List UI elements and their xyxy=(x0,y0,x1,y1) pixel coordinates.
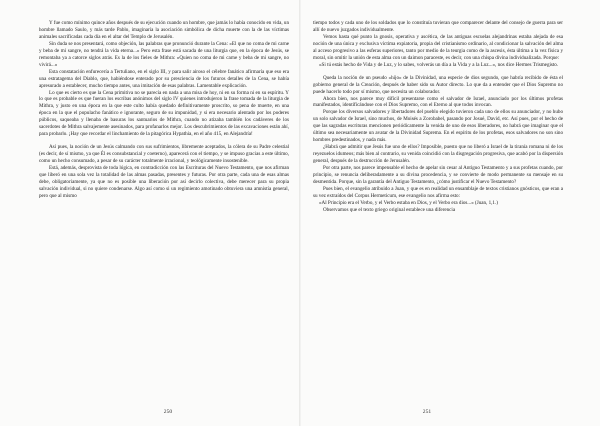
right-paragraph-1: tiempo todos y cada uno de los soldados que lo constituía tuvieran que comparecer delante del consejo de guerra para ser allí de nuevo juzgados individualmente. xyxy=(313,20,563,33)
right-page xyxy=(313,20,563,405)
left-page xyxy=(39,20,289,405)
right-paragraph-8: Pues bien, el evangelio atribuido a Juan, y que es en realidad un ensamblaje de textos cristianos gnósticos, que eran a su vez extraídos del Corpus Hermeticum, ese evangelio nos afirma esto: xyxy=(313,185,563,199)
right-quote-juan: «Al Principio era el Verbo, y el Verbo estaba en Dios, y el Verbo era dios...» (Juan, 1,1.) xyxy=(319,199,498,206)
right-paragraph-3: Queda la noción de un pseudo «hijo» de la Divinidad, una especie de dios segundo, que habría recibido de ésta el gobierno general de la Creación, después de haber sido su Autor directo. Lo que da a entender que el Dios Supremo no puede hacerlo todo por sí mismo, que necesita un colaborador. xyxy=(313,74,563,95)
left-paragraph-1: Y fue como mínimo quince años después de su ejecución cuando un hombre, que jamás lo había conocido en vida, un hombre llamado Saulo, y más tarde Pablo, imaginaría la asociación simbólica de dicha muerte con la de las víctimas animales sacrificadas cada día en el altar del Templo de Jerusalén. xyxy=(39,20,289,40)
left-paragraph-6: Está, además, desprovista de toda lógica, en contradicción con las Escrituras del Nuevo Testamento, que nos afirman que liberó en una sola vez la totalidad de las almas pasadas, presentes y futuras. Por otra parte, cada una de esas almas debe, obligatoriamente, ya que no es posible una liberación por así decirlo colectiva, debe merecer para su propia salvación individual, si no quiere condenarse. Algo así como si un regimiento amotinado obtuviera una amnistía general, pero que al mismo xyxy=(39,165,289,199)
left-paragraph-3: Esta constatación enfurecería a Tertuliano, en el siglo III, y para salir airoso el célebre fanático afirmaría que eso era una estratagema del Diablo, que, habiéndose enterado por su presciencia de los futuros detalles de la Cena, se había apresurado a establecer, mucho tiempo antes, una imitación de esas palabras. Lamentable explicación. xyxy=(39,68,289,89)
right-paragraph-2: Vemos hasta qué punto la gnosis, operativa y ascética, de las antiguas escuelas alejandrinas estaba alejada de esa noción de una única y exclusiva víctima expiatoria, propia del cristianismo ordinario, al condicionar la salvación del alma al acceso progresivo a las esferas superiores, tanto por medio de la teurgia como de la ascesis, ésta última a la vez física y moral, sin omitir la unión de esta alma con un daimon paraceste, es decir, con una chispa divina individualizada. Porque: xyxy=(313,33,563,61)
right-paragraph-5: Porque los diversos salvadores y libertadores del pueblo elegido tuvieron cada uno de ellos su anunciador, y no hubo un solo salvador de Israel, sino muchos, de Moisés a Zorobabel, pasando por Josué, David, etc. Así pues, por el hecho de que las sagradas escrituras mencionen periódicamente la venida de uno de esos liberadores, no habrá que imaginar que el último sea necesariamente un avatar de la Divinidad Suprema. En el espíritu de los profetas, esos salvadores no son sino hombres predestinados, y nada más. xyxy=(313,109,563,144)
right-paragraph-7: Por otra parte, nos parece impensable el hecho de apelar sin cesar al Antiguo Testamento y a sus profetas cuando, por principio, se renuncia deliberadamente a su divina procedencia, y se convierte de modo permanente su mensaje en su desmentida. Porque, sin la garantía del Antiguo Testamento, ¿cómo justificar el Nuevo Testamento? xyxy=(313,165,563,185)
left-paragraph-5: Así pues, la noción de un Jesús calmando con sus sufrimientos, libremente aceptados, la cólera de su Padre celestial (es decir, de sí mismo, ya que Él es consubstancial y coeterno), aparecerá con el tiempo, y se impuso gracias a este último, como un hecho consumado, a pesar de su carácter totalmente irracional, y teológicamente insostenible. xyxy=(39,144,289,165)
right-paragraph-6: ¿Habrá que admitir que Jesús fue uno de ellos? Imposible, puesto que no liberó a Israel de la tiranía romana ni de los reyezuelos idumeos; más bien al contrario, su venida coincidió con la disgregación progresiva, que acabó por la dispersión general, después de la destrucción de Jerusalén. xyxy=(313,144,563,165)
left-page-number: 250 xyxy=(163,409,173,415)
right-quote-hermes: «Si tú estás hecho de Vida y de Luz, y lo sabes, volverás un día a la Vida y a la Luz...», nos dice Hermes Trismegisto. xyxy=(319,61,559,68)
right-paragraph-4: Ahora bien, nos parece muy difícil presentarse como el salvador de Israel, anunciado por los últimos profetas manifestados, identificándose con el Dios Supremo, con el Eterno al que todos invocan. xyxy=(313,95,563,109)
left-paragraph-4: Lo que es cierto es que la Cena primitiva no se parecía en nada a una misa de hoy, ni en su forma ni en su espíritu. Y lo que es probable es que fueran los escribas anónimos del siglo IV quienes introdujeron la frase tomada de la liturgia de Mithra, y justo en una época en la que este culto había quedado definitivamente proscrito, so pena de muerte, en una época en la que el populacho fanático e ignorante, seguro de su impunidad, y si era necesario alentado por los poderes públicos, saqueaba y llenaba de basuras los santuarios de Mithra, cuando no atizaba también los cadáveres de los sacerdotes de Mithra salvajemente asesinados, para profanarlos mejor. Los descubrimientos de las excavaciones están ahí, para probarlo. ¡Hay que recordar el linchamiento de la pitagórica Hypathia, en el año 415, en Alejandría! xyxy=(39,89,289,138)
left-paragraph-2: Sin duda se nos presentará, como objeción, las palabras que pronunció durante la Cena: «El que no coma de mi carne y beba de mi sangre, no tendrá la vida eterna...» Pero esta frase está sacada de una liturgia que, en la época de Jesús, se remontaba ya a catorce siglos atrás. Es la de los fieles de Mithra: «Quien no coma de mi carne y beba de mi sangre, no vivirá...» xyxy=(39,40,289,68)
right-paragraph-9: Observamos que el texto griego original establece una diferencia xyxy=(323,206,456,213)
book-gutter xyxy=(299,0,301,426)
right-page-number: 251 xyxy=(422,409,432,415)
